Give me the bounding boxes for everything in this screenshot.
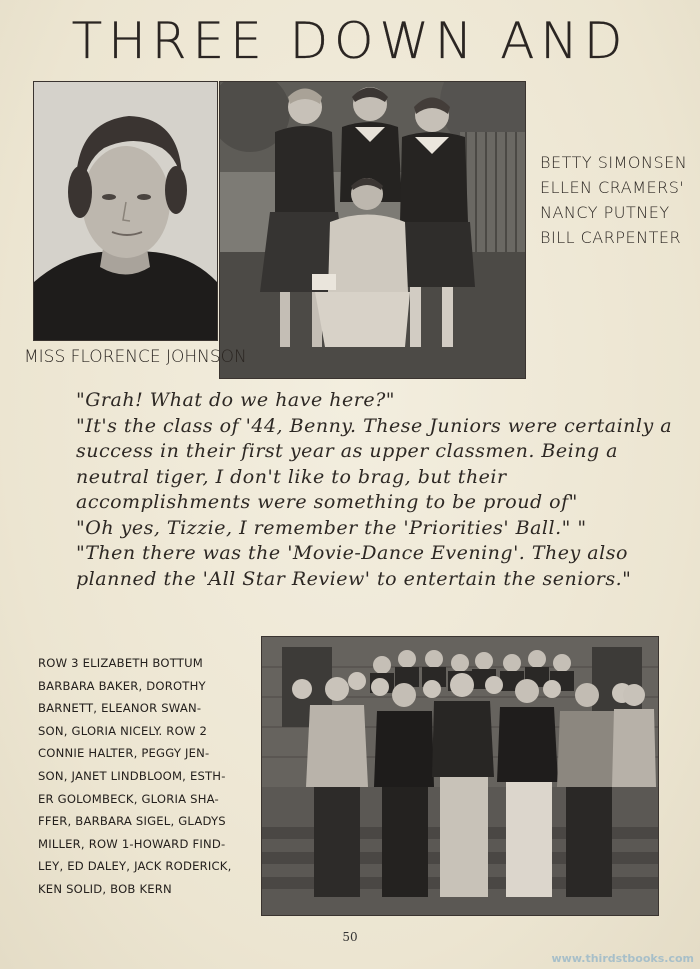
dialogue-line: "Oh yes, Tizzie, I remember the 'Priorities' Ball." " (76, 516, 587, 539)
dialogue-line: "Grah! What do we have here?" (76, 389, 396, 411)
name-item: NANCY PUTNEY (540, 203, 670, 222)
page-number: 50 (342, 930, 358, 944)
roster-line: BARNETT, ELEANOR SWAN- (38, 701, 202, 716)
name-item: ELLEN CRAMERS' (540, 178, 685, 197)
roster-line: MILLER, ROW 1-HOWARD FIND- (38, 836, 226, 851)
roster-line: BARBARA BAKER, DOROTHY (38, 678, 206, 693)
dialogue-paragraph: "It's the class of '44, Benny. These Juniors were certainly a success in their first year as upper classmen. Being a neutral tiger, I don't like to brag, but their accomplishments were something to be proud of" (76, 414, 673, 513)
roster-line: SON, JANET LINDBLOOM, ESTH- (38, 768, 226, 783)
watermark: www.thirdstbooks.com (551, 952, 694, 965)
photo-names-list (540, 150, 687, 250)
dialogue-text (40, 388, 680, 592)
roster-line: ER GOLOMBECK, GLORIA SHA- (38, 791, 219, 806)
portrait-caption: MISS FLORENCE JOHNSON (24, 347, 247, 367)
roster-line: LEY, ED DALEY, JACK RODERICK, (38, 859, 232, 874)
name-item: BETTY SIMONSEN (540, 153, 688, 172)
group-photo (219, 81, 526, 379)
roster-line: ROW 3 ELIZABETH BOTTUM (38, 656, 203, 670)
portrait-photo (33, 81, 218, 341)
roster-line: SON, GLORIA NICELY. ROW 2 (38, 723, 208, 738)
roster-line: KEN SOLID, BOB KERN (38, 881, 172, 896)
roster-line: CONNIE HALTER, PEGGY JEN- (38, 746, 210, 761)
class-group-photo (261, 636, 659, 916)
dialogue-paragraph: "Then there was the 'Movie-Dance Evening'. They also planned the 'All Star Review' to entertain the seniors." (76, 542, 632, 590)
roster-line: FFER, BARBARA SIGEL, GLADYS (38, 814, 226, 829)
page-title: THREE DOWN AND (71, 12, 629, 70)
class-roster (38, 652, 253, 901)
name-item: BILL CARPENTER (540, 228, 682, 247)
